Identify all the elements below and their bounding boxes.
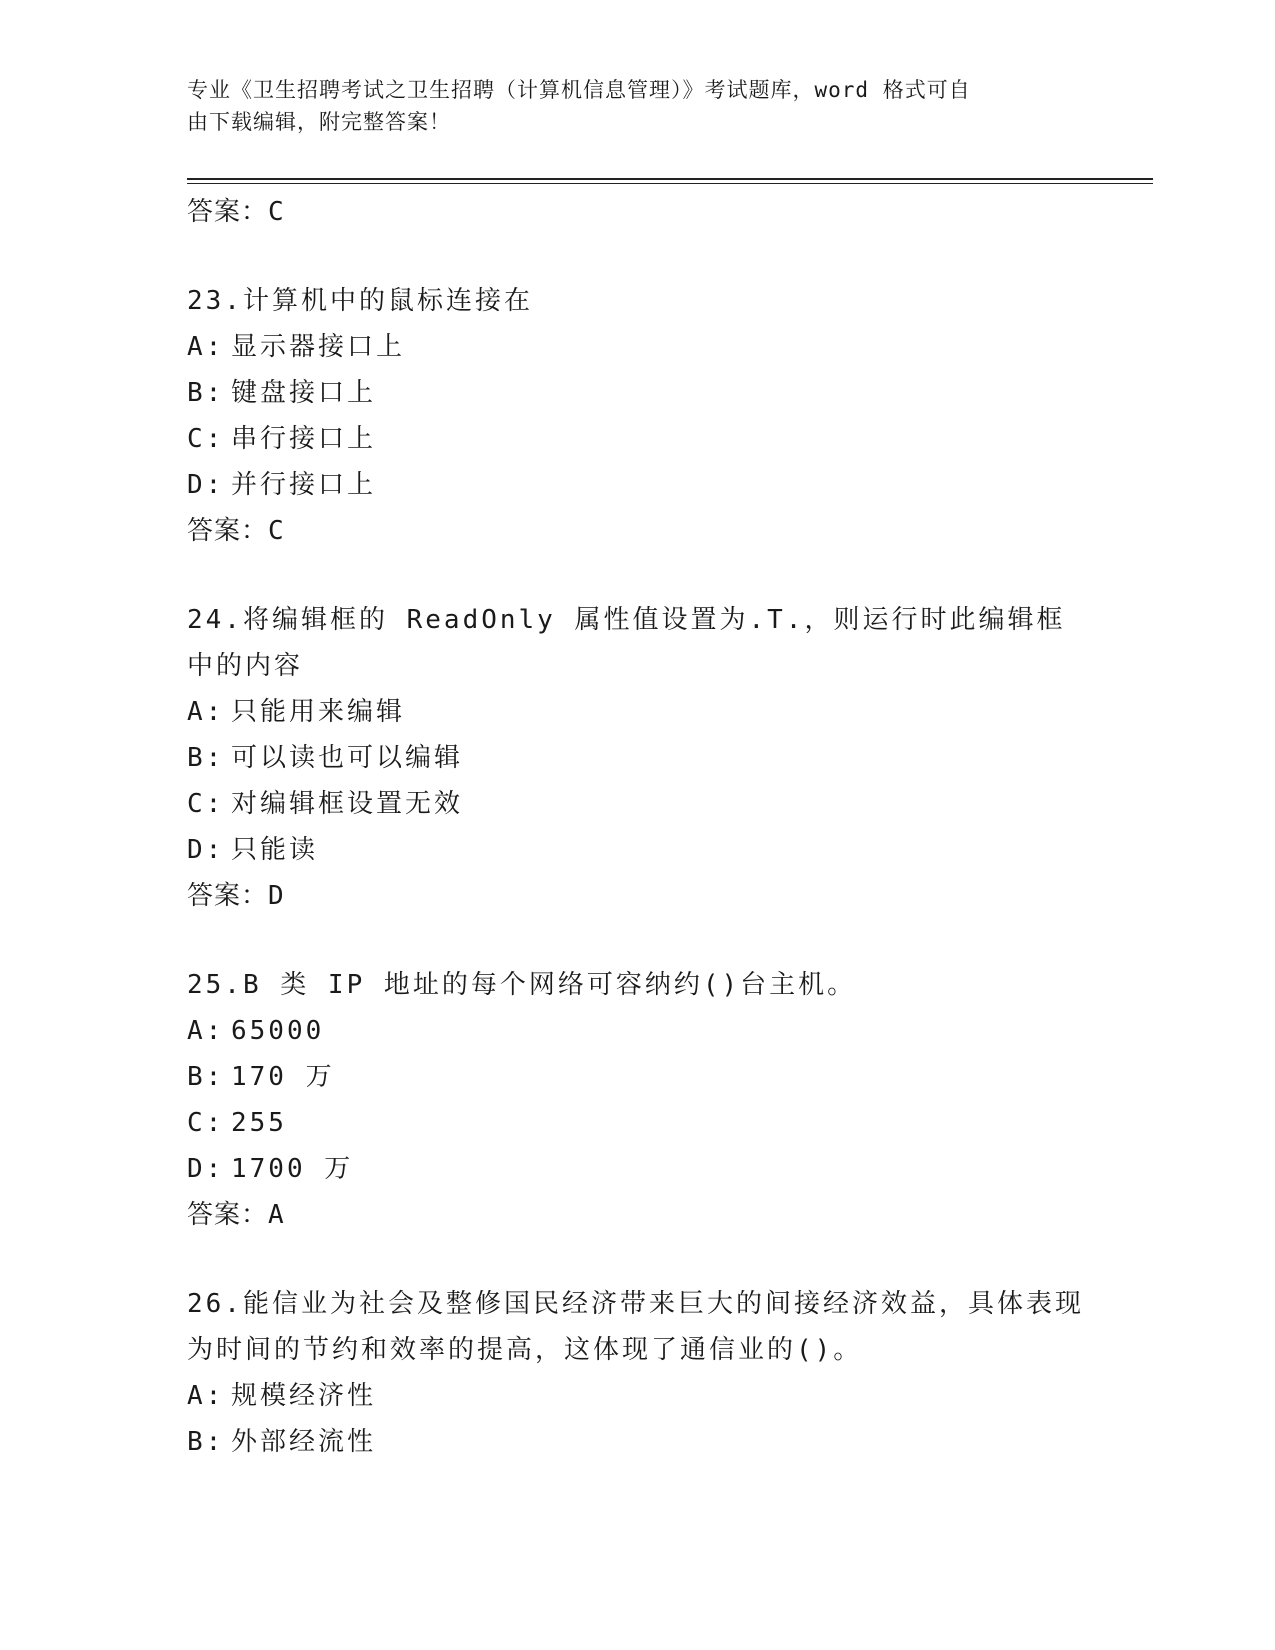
- question-text: 23.计算机中的鼠标连接在: [187, 286, 533, 316]
- option-d: [187, 462, 1087, 508]
- option-text: 串行接口上: [231, 424, 377, 454]
- option-label: C:: [187, 789, 225, 819]
- option-text: 键盘接口上: [231, 378, 377, 408]
- option-label: A:: [187, 697, 225, 727]
- option-a: [187, 689, 1087, 735]
- option-text: 255: [231, 1108, 287, 1138]
- option-label: A:: [187, 332, 225, 362]
- header-line-1: 专业《卫生招聘考试之卫生招聘（计算机信息管理）》考试题库，word 格式可自: [187, 78, 971, 102]
- question-block-23: [187, 278, 1087, 554]
- option-label: B:: [187, 1062, 225, 1092]
- option-a: [187, 1008, 1087, 1054]
- option-label: B:: [187, 378, 225, 408]
- option-d: [187, 1146, 1087, 1192]
- option-label: D:: [187, 470, 225, 500]
- option-text: 显示器接口上: [231, 332, 406, 362]
- header-divider-thick: [187, 178, 1153, 180]
- header-line-2: 由下载编辑，附完整答案！: [187, 110, 451, 134]
- option-text: 1700 万: [231, 1154, 354, 1184]
- option-text: 并行接口上: [231, 470, 377, 500]
- question-list: [187, 189, 1087, 1465]
- option-label: C:: [187, 424, 225, 454]
- question-text: 26.能信业为社会及整修国民经济带来巨大的间接经济效益，具体表现为时间的节约和效率的提高，这体现了通信业的()。: [187, 1289, 1084, 1365]
- option-text: 170 万: [231, 1062, 335, 1092]
- option-text: 65000: [231, 1016, 325, 1046]
- option-label: B:: [187, 743, 225, 773]
- option-a: [187, 1373, 1087, 1419]
- option-b: [187, 370, 1087, 416]
- option-text: 规模经济性: [231, 1381, 377, 1411]
- option-text: 外部经流性: [231, 1427, 377, 1457]
- option-text: 对编辑框设置无效: [231, 789, 464, 819]
- option-b: [187, 1054, 1087, 1100]
- document-header: [187, 74, 1067, 138]
- option-b: [187, 735, 1087, 781]
- option-d: [187, 827, 1087, 873]
- option-label: D:: [187, 835, 225, 865]
- answer-line: 答案：C: [187, 516, 285, 546]
- option-text: 只能读: [231, 835, 319, 865]
- answer-line: 答案：D: [187, 881, 285, 911]
- question-block-25: [187, 962, 1087, 1238]
- option-label: A:: [187, 1381, 225, 1411]
- option-a: [187, 324, 1087, 370]
- answer-line: 答案：A: [187, 1200, 285, 1230]
- option-c: [187, 416, 1087, 462]
- option-text: 可以读也可以编辑: [231, 743, 464, 773]
- option-text: 只能用来编辑: [231, 697, 406, 727]
- option-c: [187, 781, 1087, 827]
- option-c: [187, 1100, 1087, 1146]
- option-label: D:: [187, 1154, 225, 1184]
- option-label: A:: [187, 1016, 225, 1046]
- question-block-26: [187, 1281, 1087, 1465]
- option-label: B:: [187, 1427, 225, 1457]
- question-text: 25.B 类 IP 地址的每个网络可容纳约()台主机。: [187, 970, 857, 1000]
- answer-line: 答案：C: [187, 197, 285, 227]
- option-b: [187, 1419, 1087, 1465]
- question-text: 24.将编辑框的 ReadOnly 属性值设置为.T.，则运行时此编辑框中的内容: [187, 605, 1066, 681]
- header-divider-thin: [187, 183, 1153, 184]
- question-block-24: [187, 597, 1087, 919]
- option-label: C:: [187, 1108, 225, 1138]
